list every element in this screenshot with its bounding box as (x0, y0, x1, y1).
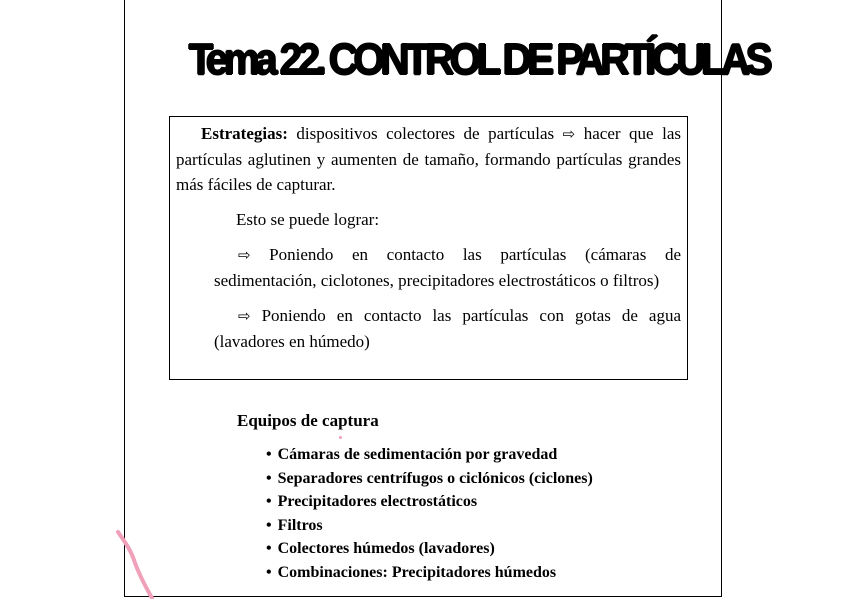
lograr-text: Esto se puede lograr: (236, 210, 380, 229)
strategies-box (169, 116, 688, 380)
list-item: • Precipitadores electrostáticos (266, 490, 593, 514)
equipos-list (266, 443, 593, 584)
strategy-item-text: Poniendo en contacto las partículas (cámaras de sedimentación, ciclotones, precipitadores electrostáticos o filtros) (214, 245, 681, 290)
arrow-right-icon: ⇨ (238, 246, 251, 264)
list-item: • Filtros (266, 514, 593, 538)
arrow-right-icon: ⇨ (562, 125, 576, 143)
intro-label: Estrategias: (201, 124, 288, 143)
list-item: • Combinaciones: Precipitadores húmedos (266, 561, 593, 585)
strategy-item (176, 303, 681, 354)
intro-text-2: hacer que las partículas aglutinen y aumenten de tamaño, formando partículas grandes más fáciles de capturar. (176, 124, 681, 194)
page-title: Tema 22. CONTROL DE PARTÍCULAS (188, 35, 769, 84)
list-item: • Cámaras de sedimentación por gravedad (266, 443, 593, 467)
intro-text: dispositivos colectores de partículas (287, 124, 563, 143)
strategy-item (176, 242, 681, 293)
pink-dot-mark (339, 436, 342, 439)
list-item: • Separadores centrífugos o ciclónicos (ciclones) (266, 467, 593, 491)
equipos-heading: Equipos de captura (237, 411, 379, 430)
arrow-right-icon: ⇨ (238, 307, 251, 325)
list-item: • Colectores húmedos (lavadores) (266, 537, 593, 561)
pink-stroke-decoration (112, 528, 162, 599)
strategy-item-text: Poniendo en contacto las partículas con gotas de agua (lavadores en húmedo) (214, 306, 681, 351)
intro-paragraph (176, 121, 681, 197)
